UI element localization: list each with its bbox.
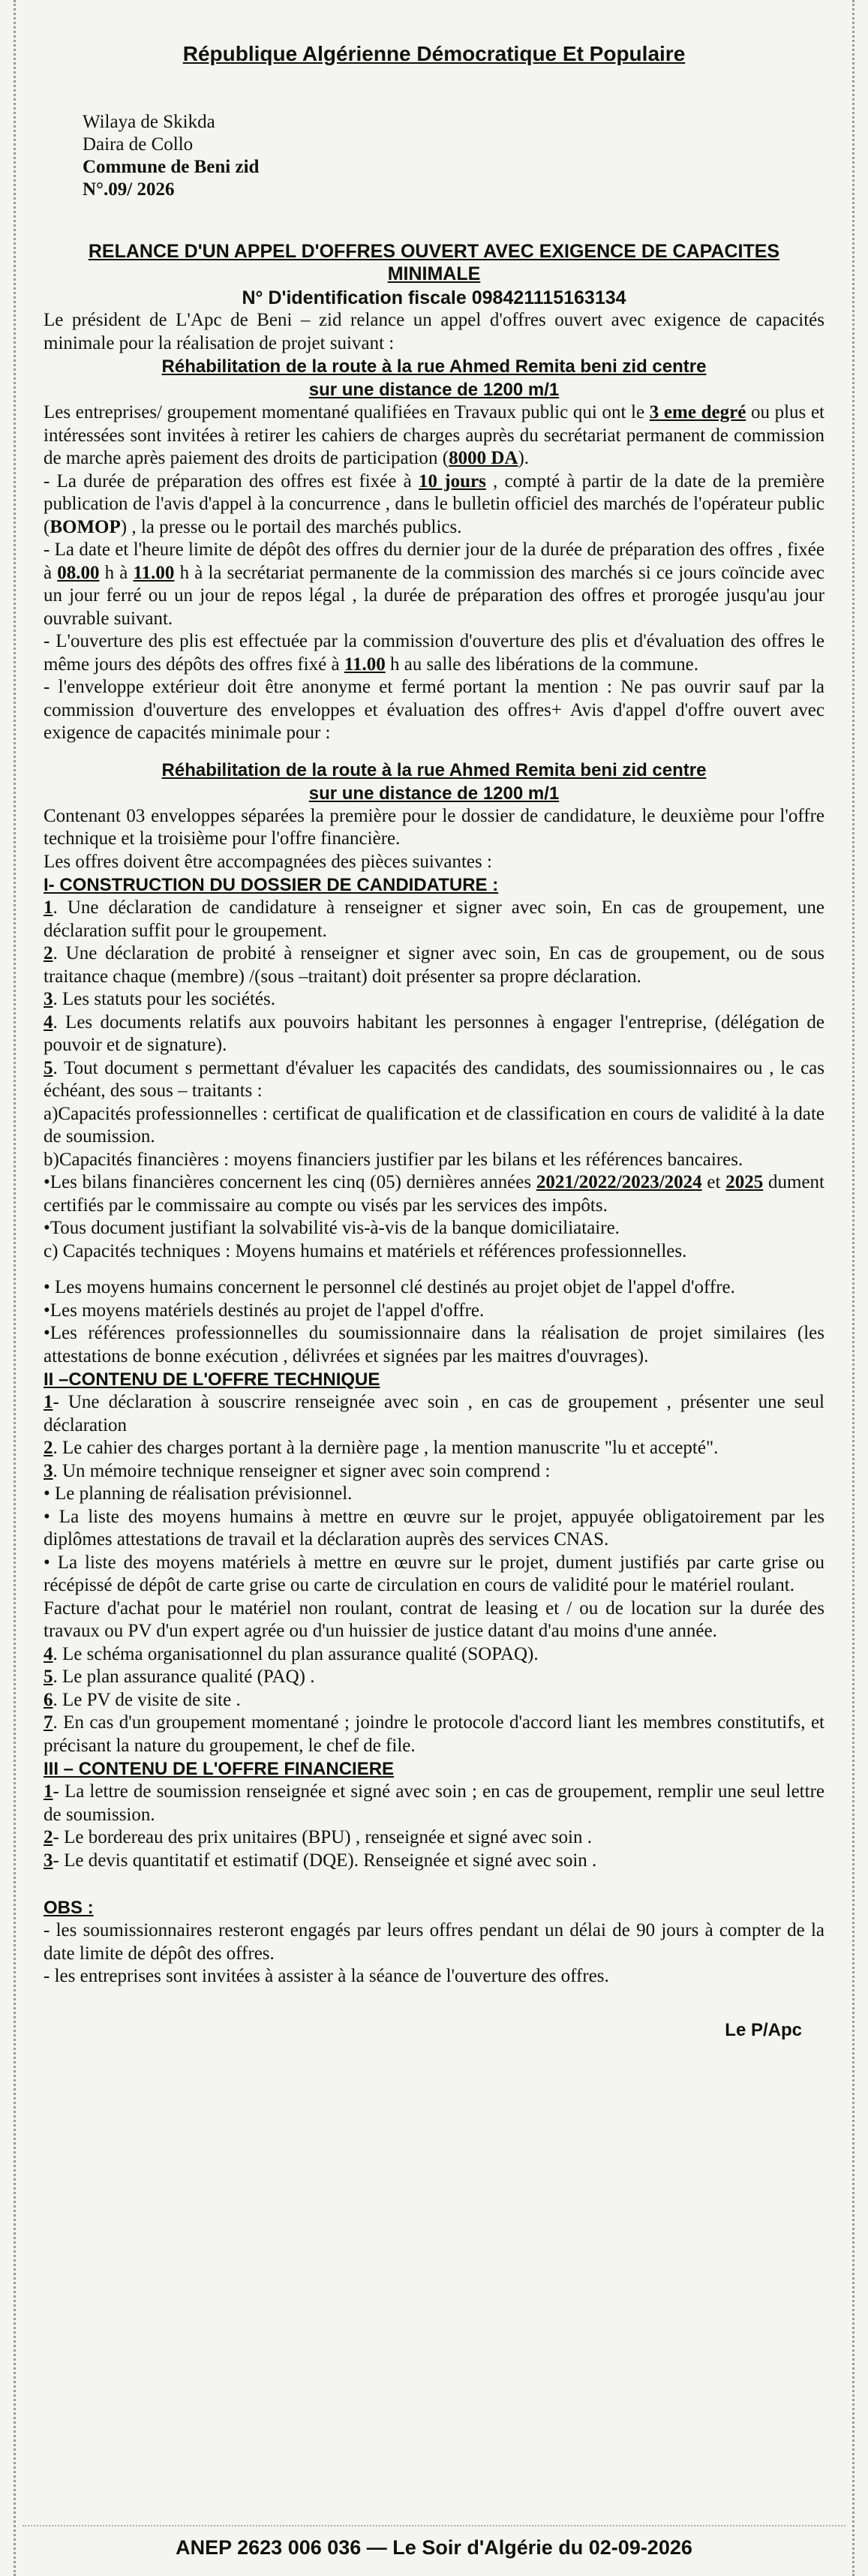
section-3-title: III – CONTENU DE L'OFFRE FINANCIERE xyxy=(44,1759,395,1779)
statement-years: 2021/2022/2023/2024 xyxy=(536,1172,702,1192)
opening-time: 11.00 xyxy=(344,654,386,675)
eligibility-paragraph: Les entreprises/ groupement momentané qualifiées en Travaux public qui ont le 3 eme degré ou plus et intéressées sont invitées à retirer les cahiers de charges auprès du secrétariat permanent de commission de marche après paiement des droits de participation (8000 DA). xyxy=(44,402,824,468)
s2-item-7: 7. En cas d'un groupement momentané ; joindre le protocole d'accord liant les membres constitutifs, et précisant la nature du groupement, le chef de file. xyxy=(44,1712,824,1756)
material-resources-line: •Les moyens matériels destinés au projet de l'appel d'offre. xyxy=(44,1300,485,1321)
project-title-repeat-line-1: Réhabilitation de la route à la rue Ahmed Remita beni zid centre xyxy=(161,759,707,780)
technical-capacities: c) Capacités techniques : Moyens humains et matériels et références professionnelles. xyxy=(44,1240,687,1261)
planning-line: • Le planning de réalisation prévisionnel. xyxy=(44,1483,353,1504)
material-means-line: • La liste des moyens matériels à mettre en œuvre sur le projet, dument justifiés par carte grise ou récépissé de dépôt de carte grise ou carte de circulation en cours de validité pour le matériel roulant. xyxy=(44,1552,824,1595)
commune-line: Commune de Beni zid xyxy=(83,157,260,177)
financial-statements: •Les bilans financières concernent les cinq (05) dernières années 2021/2022/2023/2024 et 2025 dument certifiés par le commissaire au compte ou visés par les services des impôts. xyxy=(44,1172,824,1216)
envelope-mention-paragraph: - l'enveloppe extérieur doit être anonyme et fermé portant la mention : Ne pas ouvrir sauf par la commission d'ouverture des enveloppes et évaluation des offres+ Avis d'appel d'offre ouvert avec exigence de capacités minimale pour : xyxy=(44,677,824,743)
deposit-start-time: 08.00 xyxy=(57,562,100,583)
envelopes-paragraph: Contenant 03 enveloppes séparées la première pour le dossier de candidature, le deuxième pour l'offre technique et la troisième pour l'offre financière. xyxy=(44,805,824,849)
s3-item-2: 2- Le bordereau des prix unitaires (BPU) , renseignée et signé avec soin . xyxy=(44,1827,593,1847)
section-1-title: I- CONSTRUCTION DU DOSSIER DE CANDIDATURE : xyxy=(44,875,499,895)
obs-title: OBS : xyxy=(44,1898,94,1918)
tax-id-line: N° D'identification fiscale 098421115163134 xyxy=(242,287,626,308)
invoice-line: Facture d'achat pour le matériel non roulant, contrat de leasing et / ou de location sur la durée des travaux ou PV d'un expert agrée ou d'un huissier de justice datant d'au moins d'une année. xyxy=(44,1598,824,1641)
right-margin-border xyxy=(852,0,868,2576)
reference-number: N°.09/ 2026 xyxy=(83,179,175,200)
s1-item-3: 3. Les statuts pour les sociétés. xyxy=(44,989,275,1009)
s3-item-1: 1- La lettre de soumission renseignée et signé avec soin ; en cas de groupement, remplir une seul lettre de soumission. xyxy=(44,1781,824,1825)
signature-line: Le P/Apc xyxy=(725,2019,802,2040)
daira-line: Daira de Collo xyxy=(83,134,194,155)
human-resources-line: • Les moyens humains concernent le personnel clé destinés au projet objet de l'appel d'offre. xyxy=(44,1277,735,1297)
statement-year-2025: 2025 xyxy=(725,1172,764,1192)
financial-capacities: b)Capacités financières : moyens financiers justifier par les bilans et les références bancaires. xyxy=(44,1149,743,1170)
participation-fee: 8000 DA xyxy=(449,448,518,468)
obs-line-1: - les soumissionnaires resteront engagés par leurs offres pendant un délai de 90 jours à compter de la date limite de dépôt des offres. xyxy=(44,1920,824,1964)
obs-line-2: - les entreprises sont invitées à assister à la séance de l'ouverture des offres. xyxy=(44,1966,609,1986)
publication-footer: ANEP 2623 006 036 — Le Soir d'Algérie du 02-09-2026 xyxy=(176,2536,692,2559)
deadline-paragraph: - La date et l'heure limite de dépôt des offres du dernier jour de la durée de préparation des offres , fixée à 08.00 h à 11.00 h à la secrétariat permanente de la commission des marchés si ce jours coïncide avec un jour ferré ou un jour de repos légal , la durée de préparation des offres et prorogée jusqu'au jour ouvrable suivant. xyxy=(44,540,824,629)
s1-item-4: 4. Les documents relatifs aux pouvoirs habitant les personnes à engager l'entreprise, (délégation de pouvoir et de signature). xyxy=(44,1011,824,1055)
notice-title: RELANCE D'UN APPEL D'OFFRES OUVERT AVEC EXIGENCE DE CAPACITES MINIMALE xyxy=(88,241,780,284)
s2-item-2: 2. Le cahier des charges portant à la dernière page , la mention manuscrite "lu et accepté". xyxy=(44,1438,719,1458)
professional-capacities: a)Capacités professionnelles : certificat de qualification et de classification en cours de validité à la date de soumission. xyxy=(44,1103,824,1147)
s2-item-1: 1- Une déclaration à souscrire renseignée avec soin , en cas de groupement , présenter une seul déclaration xyxy=(44,1392,824,1435)
s1-item-5: 5. Tout document s permettant d'évaluer les capacités des candidats, des soumissionnaires ou , le cas échéant, des sous – traitants : xyxy=(44,1057,824,1101)
intro-paragraph: Le président de L'Apc de Beni – zid relance un appel d'offres ouvert avec exigence de capacités minimale pour la réalisation de projet suivant : xyxy=(44,310,824,353)
s2-item-5: 5. Le plan assurance qualité (PAQ) . xyxy=(44,1667,315,1687)
s1-item-2: 2. Une déclaration de probité à renseigner et signer avec soin, En cas de groupement, ou de sous traitance chaque (membre) /(sous –traitant) doit présenter sa propre déclaration. xyxy=(44,943,824,987)
wilaya-line: Wilaya de Skikda xyxy=(83,112,215,132)
s2-item-6: 6. Le PV de visite de site . xyxy=(44,1689,241,1710)
deposit-end-time: 11.00 xyxy=(133,562,175,583)
required-degree: 3 eme degré xyxy=(649,402,746,422)
project-title-repeat-line-2: sur une distance de 1200 m/1 xyxy=(308,783,560,804)
professional-references-line: •Les références professionnelles du soumissionnaire dans la réalisation de projet similaires (les attestations de bonne exécution , délivrées et signées par les maitres d'ouvrages). xyxy=(44,1323,824,1366)
section-2-title: II –CONTENU DE L'OFFRE TECHNIQUE xyxy=(44,1369,380,1390)
s2-item-3: 3. Un mémoire technique renseigner et signer avec soin comprend : xyxy=(44,1460,551,1481)
administration-block xyxy=(83,111,824,201)
project-title-line-1: Réhabilitation de la route à la rue Ahmed Remita beni zid centre xyxy=(161,356,707,377)
s2-item-4: 4. Le schéma organisationnel du plan assurance qualité (SOPAQ). xyxy=(44,1643,539,1664)
preparation-days: 10 jours xyxy=(419,470,486,491)
bomop-label: BOMOP xyxy=(50,516,121,537)
s1-item-1: 1. Une déclaration de candidature à renseigner et signer avec soin, En cas de groupement, une déclaration suffit pour le groupement. xyxy=(44,897,824,941)
preparation-duration-paragraph: - La durée de préparation des offres est fixée à 10 jours , compté à partir de la date de la première publication de l'avis d'appel à la concurrence , dans le bulletin officiel des marchés de l'opérateur public (BOMOP) , la presse ou le portail des marchés publics. xyxy=(44,470,824,537)
opening-paragraph: - L'ouverture des plis est effectuée par la commission d'ouverture des plis et d'évaluation des offres le même jours des dépôts des offres fixé à 11.00 h au salle des libérations de la commune. xyxy=(44,631,824,675)
project-title-line-2: sur une distance de 1200 m/1 xyxy=(308,380,560,400)
s3-item-3: 3- Le devis quantitatif et estimatif (DQE). Renseignée et signé avec soin . xyxy=(44,1850,597,1871)
left-margin-border xyxy=(0,0,16,2576)
documents-intro: Les offres doivent être accompagnées des pièces suivantes : xyxy=(44,851,492,872)
footer-divider xyxy=(23,2525,845,2526)
human-means-line: • La liste des moyens humains à mettre en œuvre sur le projet, appuyée obligatoirement par les diplômes attestations de travail et la déclaration auprès des services CNAS. xyxy=(44,1506,824,1550)
republic-heading: République Algérienne Démocratique Et Populaire xyxy=(182,42,686,65)
solvency-line: •Tous document justifiant la solvabilité vis-à-vis de la banque domiciliataire. xyxy=(44,1218,620,1238)
